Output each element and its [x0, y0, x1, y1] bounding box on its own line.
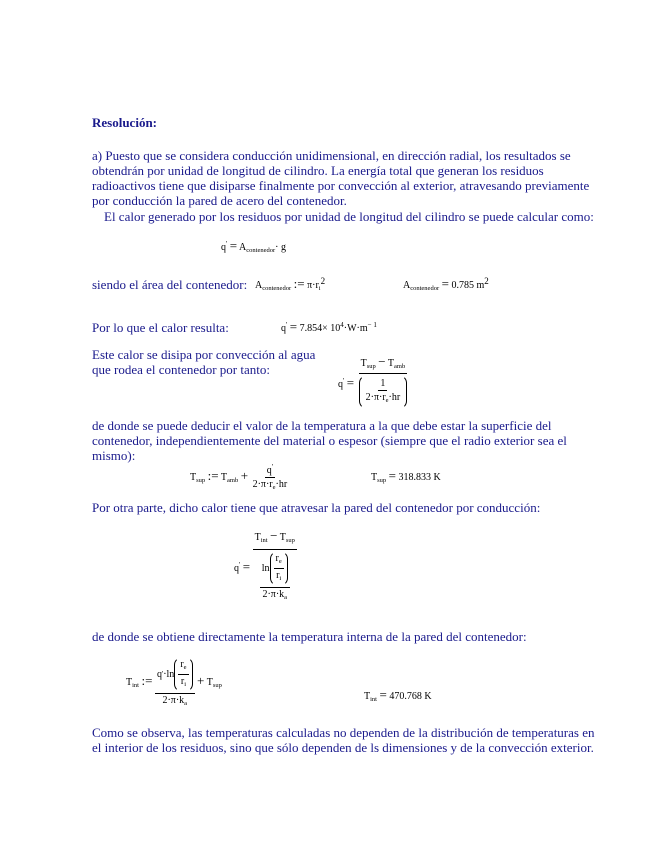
paragraph-line: a) Puesto que se considera conducción unidimensional, en dirección radial, los resultados se [92, 148, 571, 163]
paragraph-line: que rodea el contenedor por tanto: [92, 362, 270, 377]
section-heading: Resolución: [92, 115, 157, 130]
paragraph-line: Este calor se disipa por convección al agua [92, 347, 316, 362]
equation-tint-result: $T_{int} = 470.768$ K [364, 687, 432, 703]
equation-tsup-result: $T_{sup} = 318.833$ K [371, 468, 441, 484]
paragraph-line: por conducción la pared de acero del contenedor. [92, 193, 347, 208]
paragraph-line: el interior de los residuos, sino que sólo dependen de ls dimensiones y de la convección exterior. [92, 740, 594, 755]
equation-area-definition: $A_{contenedor}$ := $\pi\cdot r_i^2$ [255, 276, 326, 292]
heat-value: 7.854 [299, 323, 323, 334]
paragraph-line: El calor generado por los residuos por unidad de longitud del cilindro se puede calcular como: [104, 209, 594, 224]
paragraph-line: siendo el área del contenedor: [92, 277, 248, 292]
paragraph-line: radioactivos tiene que disiparse finalmente por convección al exterior, atravesando previamente [92, 178, 590, 193]
paragraph-line: Como se observa, las temperaturas calculadas no dependen de la distribución de temperaturas en [92, 725, 595, 740]
equation-tint-definition: $T_{int}$ := q ' ·ln $\frac{r_e}{r_i}$ $2\cdot\pi\cdot k_a$ + $T_{sup}$ [126, 659, 222, 707]
paragraph-line: contenedor, independientemente del material o espesor (siempre que el radio exterior sea el [92, 433, 567, 448]
equation-heat-generation: $q' = A_{contenedor}\cdot g$ [221, 238, 287, 254]
tsup-value: 318.833 K [398, 472, 441, 483]
paragraph-line: Por lo que el calor resulta: [92, 320, 229, 335]
heat-unit-exponent: − 1 [367, 321, 377, 329]
equation-conduction: q' = $T_{int} - T_{sup}$ ln $\frac{r_e}{r_i}$ $2\cdot\pi\cdot k_a$ [234, 528, 295, 601]
equation-convection: q' = $\frac{T_{sup} - T_{amb}}{\frac{1}{2\cdot\pi\cdot r_e\cdot hr}}$ [338, 356, 409, 409]
paragraph-line: de donde se puede deducir el valor de la temperatura a la que debe estar la superficie del [92, 418, 552, 433]
equation-area-result: $A_{contenedor} = 0.785$ $m^2$ [403, 276, 489, 292]
heat-exponent: 4 [340, 321, 344, 329]
equation-heat-result: $q' = 7.854\times 10^4\cdot W\cdot m^{- 1}$ [281, 319, 377, 334]
paragraph-line: obtendrán por unidad de longitud de cilindro. La energía total que generan los residuos [92, 163, 544, 178]
area-value: 0.785 [451, 280, 474, 291]
paragraph-line: de donde se obtiene directamente la temperatura interna de la pared del contenedor: [92, 629, 527, 644]
paragraph-line: mismo): [92, 448, 136, 463]
tint-value: 470.768 K [389, 691, 432, 702]
paragraph-line: Por otra parte, dicho calor tiene que atravesar la pared del contenedor por conducción: [92, 500, 541, 515]
equation-tsup-definition: $T_{sup}$ := $T_{amb}$ + $\frac{q'}{2\cdot\pi\cdot r_e\cdot hr}$ [190, 463, 288, 491]
